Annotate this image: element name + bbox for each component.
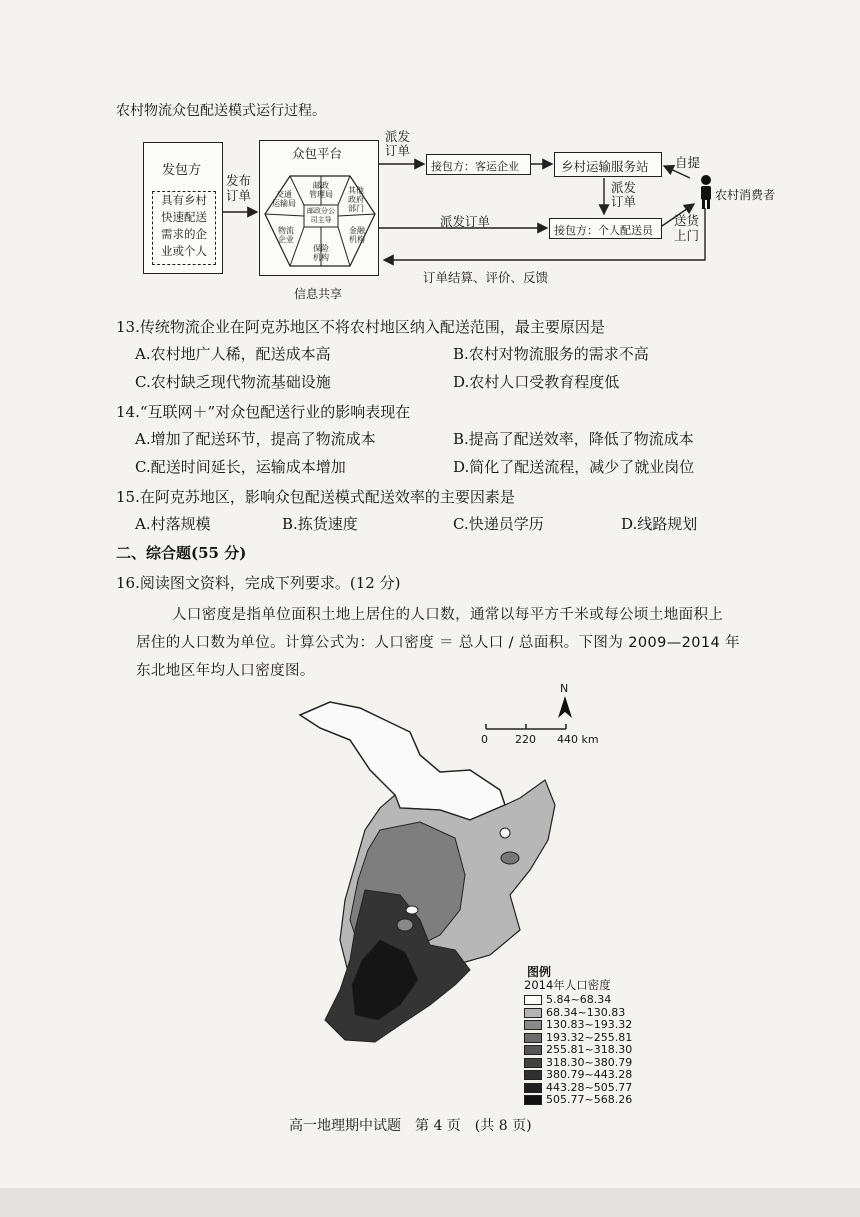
- scale-label-440: 440 km: [557, 733, 599, 746]
- sender-desc-line: 需求的企: [161, 227, 207, 241]
- question-13-option-c: C.农村缺乏现代物流基础设施: [135, 373, 331, 391]
- station-label: 乡村运输服务站: [561, 159, 649, 174]
- map-legend: [524, 963, 644, 1106]
- population-density-map: [0, 680, 860, 1080]
- legend-swatch: [524, 1070, 542, 1080]
- question-15-option-d: D.线路规划: [621, 515, 698, 533]
- node-transport-bureau: [270, 190, 298, 208]
- question-15-stem: 15.在阿克苏地区，影响众包配送模式配送效率的主要因素是: [116, 488, 515, 506]
- dispatch-order-label-2: [611, 181, 636, 209]
- dispatch-line: 订单: [611, 194, 637, 209]
- legend-item: [524, 1093, 632, 1105]
- page-footer: 高一地理期中试题 第 4 页 (共 8 页): [289, 1118, 532, 1134]
- legend-item: [524, 1018, 632, 1030]
- node-postal-branch: [304, 207, 338, 225]
- legend-item: [524, 1068, 632, 1080]
- legend-label: 505.77~568.26: [546, 1093, 633, 1106]
- node-line: 金融: [349, 226, 365, 235]
- legend-title: 图例: [527, 965, 552, 979]
- legend-label: 255.81~318.30: [546, 1043, 633, 1056]
- node-line: 机构: [313, 253, 329, 262]
- question-15-option-b: B.拣货速度: [282, 515, 358, 533]
- question-13-option-d: D.农村人口受教育程度低: [453, 373, 620, 391]
- legend-swatch: [524, 1083, 542, 1093]
- dispatch-line: 派发: [611, 180, 637, 195]
- legend-swatch: [524, 1095, 542, 1105]
- scale-label-220: 220: [515, 733, 536, 746]
- intro-text: 农村物流众包配送模式运行过程。: [116, 103, 326, 119]
- question-15-option-a: A.村落规模: [135, 515, 211, 533]
- node-line: 运输局: [272, 199, 296, 208]
- node-line: 企业: [278, 235, 294, 244]
- map-region-low: [300, 702, 505, 820]
- page-edge: [0, 1188, 860, 1217]
- legend-subtitle: 2014年人口密度: [524, 978, 611, 992]
- node-line: 交通: [276, 190, 292, 199]
- node-line: 保险: [313, 244, 329, 253]
- legend-label: 193.32~255.81: [546, 1030, 633, 1044]
- sender-title: 发包方: [162, 163, 202, 178]
- node-postal-bureau: [307, 181, 335, 199]
- question-14-stem: 14.“互联网＋”对众包配送行业的影响表现在: [116, 403, 411, 421]
- north-arrow-icon: [558, 696, 572, 718]
- scale-label-0: 0: [481, 733, 488, 746]
- legend-item: [524, 993, 611, 1005]
- question-14-option-a: A.增加了配送环节，提高了物流成本: [135, 430, 376, 448]
- legend-item: [524, 1043, 632, 1055]
- question-13-option-b: B.农村对物流服务的需求不高: [453, 345, 649, 363]
- legend-swatch: [524, 1058, 542, 1068]
- legend-item: [524, 1081, 632, 1093]
- node-line: 其他: [348, 186, 364, 195]
- deliver-line: 上门: [674, 228, 700, 243]
- info-share-label: 信息共享: [294, 287, 343, 301]
- consumer-label: 农村消费者: [715, 188, 776, 202]
- question-16-paragraph-line: 东北地区年均人口密度图。: [136, 663, 315, 679]
- legend-label: 380.79~443.28: [546, 1068, 633, 1081]
- map-spot: [406, 906, 418, 914]
- map-spot: [500, 828, 510, 838]
- legend-label: 68.34~130.83: [546, 1005, 626, 1019]
- self-pickup-label: 自提: [675, 155, 701, 170]
- node-line: 政府: [348, 195, 364, 204]
- publish-order-line: 订单: [226, 188, 252, 203]
- north-label: N: [560, 682, 569, 695]
- node-line: 物流: [278, 226, 294, 235]
- dispatch-line: 派发: [385, 129, 411, 144]
- question-14-option-b: B.提高了配送效率，降低了物流成本: [453, 430, 694, 448]
- node-insurance: [307, 244, 335, 262]
- deliver-line: 送货: [674, 213, 700, 228]
- question-14-option-d: D.简化了配送流程，减少了就业岗位: [453, 458, 695, 476]
- sender-desc-line: 快速配送: [161, 210, 207, 224]
- node-logistics: [272, 226, 300, 244]
- legend-label: 318.30~380.79: [546, 1055, 633, 1069]
- node-line: 邮政: [313, 181, 329, 190]
- sender-desc-line: 业或个人: [161, 244, 207, 258]
- contractor-coach-box: [426, 154, 531, 175]
- question-16-paragraph-line: 居住的人口数为单位。计算公式为：人口密度 ＝ 总人口 / 总面积。下图为 2009—2014 年: [136, 635, 741, 651]
- dispatch-order-label-3: 派发订单: [440, 214, 491, 229]
- question-16-stem: 16.阅读图文资料，完成下列要求。(12 分): [116, 574, 401, 592]
- legend-swatch: [524, 1033, 542, 1043]
- legend-swatch: [524, 1020, 542, 1030]
- person-icon: [701, 175, 711, 209]
- legend-label: 130.83~193.32: [546, 1018, 633, 1031]
- station-box: [554, 152, 662, 177]
- sender-desc-line: 具有乡村: [161, 193, 207, 207]
- dispatch-order-label-1: [385, 130, 410, 158]
- question-14-option-c: C.配送时间延长，运输成本增加: [135, 458, 346, 476]
- node-line: 管理局: [309, 190, 333, 199]
- map-spot: [501, 852, 519, 864]
- node-line: 部门: [348, 204, 364, 213]
- legend-item: [524, 1031, 632, 1043]
- section-title: 二、综合题(55 分): [116, 544, 247, 562]
- node-line: 司主导: [310, 216, 332, 224]
- legend-item: [524, 1006, 625, 1018]
- question-15-option-c: C.快递员学历: [453, 515, 544, 533]
- contractor-coach-label: 接包方：客运企业: [431, 160, 519, 173]
- legend-swatch: [524, 1008, 542, 1018]
- feedback-label: 订单结算、评价、反馈: [423, 270, 549, 285]
- diagram-lines: [0, 0, 860, 300]
- contractor-courier-label: 接包方：个人配送员: [554, 224, 653, 237]
- platform-title: 众包平台: [292, 146, 343, 161]
- legend-swatch: [524, 1045, 542, 1055]
- dispatch-line: 订单: [385, 143, 411, 158]
- question-13-stem: 13.传统物流企业在阿克苏地区不将农村地区纳入配送范围，最主要原因是: [116, 318, 605, 336]
- node-other-government: [342, 186, 370, 213]
- legend-swatch: [524, 995, 542, 1005]
- legend-label: 5.84~68.34: [546, 993, 612, 1006]
- question-13-option-a: A.农村地广人稀，配送成本高: [135, 345, 331, 363]
- deliver-label: [674, 213, 699, 243]
- legend-item: [524, 1056, 632, 1068]
- publish-order-line: 发布: [226, 173, 252, 188]
- legend-label: 443.28~505.77: [546, 1080, 633, 1094]
- node-line: 邮政分公: [307, 207, 335, 215]
- map-spot: [397, 919, 413, 931]
- node-line: 机构: [349, 235, 365, 244]
- node-finance: [343, 226, 371, 244]
- question-16-paragraph-line: 人口密度是指单位面积土地上居住的人口数，通常以每平方千米或每公顷土地面积上: [172, 607, 724, 623]
- contractor-courier-box: [549, 218, 662, 239]
